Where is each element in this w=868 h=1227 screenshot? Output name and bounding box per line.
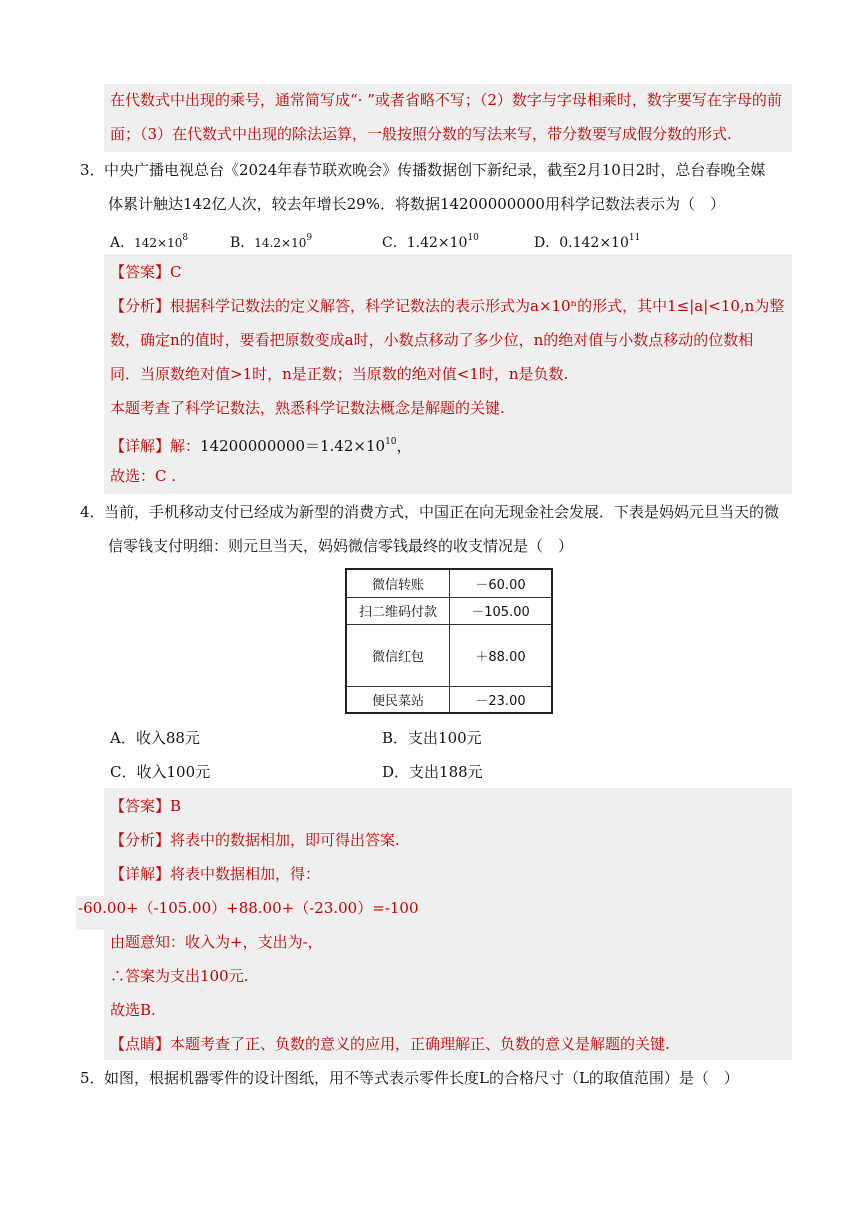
payment-row [346,686,552,713]
q4-choice: 故选B. [110,1001,156,1019]
q3-option-b-base: 14.2×10 [254,236,307,250]
q3-detail-exp: 10 [385,437,397,447]
q4-comment: 【点睛】本题考查了正、负数的意义的应用，正确理解正、负数的意义是解题的关键. [110,1035,670,1053]
q3-option-c-letter: C． [382,235,407,251]
q4-stem-line-2: 信零钱支付明细：则元旦当天，妈妈微信零钱最终的收支情况是（ ） [108,537,574,555]
q3-option-b-exp: 9 [306,233,313,243]
q3-option-b-letter: B． [230,235,255,251]
payment-amount: －23.00 [450,686,553,713]
q5-stem: 如图，根据机器零件的设计图纸，用不等式表示零件长度L的合格尺寸（L的取值范围）是（ ） [104,1069,739,1087]
q3-option-d[interactable] [534,228,640,253]
q3-option-c-exp: 10 [467,233,479,243]
q3-analysis-line-2: 数，确定n的值时，要看把原数变成a时，小数点移动了多少位，n的绝对值与小数点移动的位数相 [110,331,754,349]
payment-amount: －60.00 [450,569,553,597]
q4-option-c[interactable] [110,762,210,782]
payment-row [346,569,552,597]
payment-label: 扫二维码付款 [346,597,450,624]
q4-detail-calc: -60.00+（-105.00）+88.00+（-23.00）=-100 [78,899,419,917]
q3-option-d-exp: 11 [628,233,641,243]
q3-option-a-base: 142×10 [134,236,183,250]
q4-answer: 【答案】B [110,797,182,815]
payment-row [346,597,552,624]
payment-amount: ＋88.00 [450,624,553,686]
q3-option-c-base: 1.42×10 [406,235,468,251]
q3-detail-expr: 14200000000＝1.42×10 [200,437,386,455]
q3-option-c[interactable] [382,228,479,253]
payment-label: 便民菜站 [346,686,450,713]
q4-option-a[interactable] [110,728,200,748]
q3-stem-line-2: 体累计触达142亿人次，较去年增长29%．将数据14200000000用科学记数法表示为（ ） [108,195,725,213]
payment-amount: －105.00 [450,597,553,624]
q3-option-a-letter: A． [110,235,135,251]
q4-option-b-text: 支出100元 [408,729,482,747]
q3-analysis-line-3: 同．当原数绝对值>1时，n是正数；当原数的绝对值<1时，n是负数. [110,365,569,383]
q3-option-a-exp: 8 [182,233,189,243]
wechat-payment-table [345,568,553,714]
q4-stem-line-1: 当前，手机移动支付已经成为新型的消费方式，中国正在向无现金社会发展．下表是妈妈元旦当天的微 [104,503,780,521]
q3-option-b[interactable] [230,228,312,253]
q3-detail-tail: ， [396,437,412,455]
q5-number: 5． [80,1069,105,1087]
q4-option-d[interactable] [382,762,483,782]
q3-option-d-letter: D． [534,235,560,251]
q4-number: 4． [80,503,105,521]
payment-label: 微信红包 [346,624,450,686]
q3-detail [110,432,412,456]
q3-option-a[interactable] [110,228,188,253]
q4-option-c-text: 收入100元 [136,763,211,781]
q3-stem-line-1: 中央广播电视总台《2024年春节联欢晚会》传播数据创下新纪录，截至2月10日2时，总台春晚全媒 [104,161,766,179]
q4-detail-meaning: 由题意知：收入为+，支出为-， [110,933,323,951]
payment-row [346,624,552,686]
q3-number: 3． [80,161,105,179]
q4-option-d-letter: D． [382,763,410,781]
q4-option-b[interactable] [382,728,482,748]
q4-option-b-letter: B． [382,729,409,747]
q3-detail-label: 【详解】解： [110,437,201,455]
q4-detail-conclusion: ∴答案为支出100元. [110,967,249,985]
payment-label: 微信转账 [346,569,450,597]
q4-option-c-letter: C． [110,763,137,781]
q3-analysis-line-1: 【分析】根据科学记数法的定义解答，科学记数法的表示形式为a×10ⁿ的形式，其中1≤|a|<10,n为整 [110,297,785,315]
q4-detail-intro: 【详解】将表中数据相加，得： [110,865,321,883]
q4-option-a-text: 收入88元 [135,729,200,747]
q3-option-d-base: 0.142×10 [559,235,629,251]
q3-answer: 【答案】C [110,263,182,281]
q4-option-a-letter: A． [110,729,136,747]
q4-analysis: 【分析】将表中的数据相加，即可得出答案. [110,831,400,849]
top-analysis-line-1: 在代数式中出现的乘号，通常简写成“· ”或者省略不写；（2）数字与字母相乘时，数字要写在字母的前 [110,91,782,109]
q4-option-d-text: 支出188元 [409,763,483,781]
top-analysis-line-2: 面；（3）在代数式中出现的除法运算，一般按照分数的写法来写，带分数要写成假分数的形式. [110,125,732,143]
q3-choice: 故选：C . [110,467,177,485]
q3-analysis-line-4: 本题考查了科学记数法，熟悉科学记数法概念是解题的关键. [110,399,505,417]
